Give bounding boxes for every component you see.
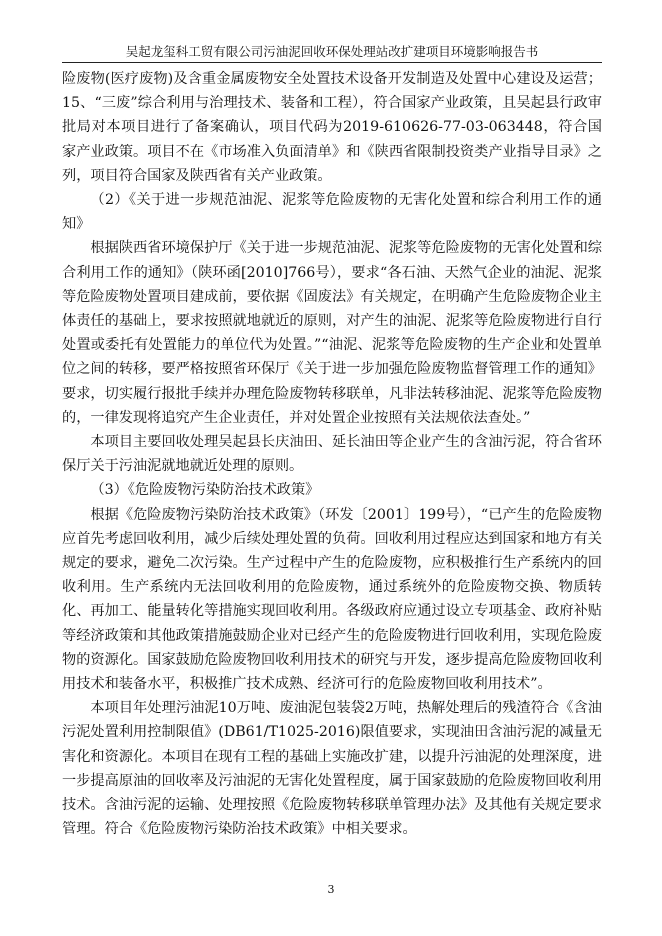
section-heading-hazardous-waste-policy: （3）《危险废物污染防治技术政策》 xyxy=(90,482,320,499)
section-heading-oil-sludge-notice: （2）《关于进一步规范油泥、泥浆等危险废物的无害化处置和综合利用工作的通知》 xyxy=(62,192,602,233)
paragraph-nearby-disposal-compliance: 本项目主要回收处理吴起县长庆油田、延长油田等企业产生的含油污泥，符合省环保厅关于污油泥就地就近处理的原则。 xyxy=(62,434,602,475)
paragraph-oil-sludge-notice-requirements: 根据陕西省环境保护厅《关于进一步规范油泥、泥浆等危险废物的无害化处置和综合利用工作的通知》（陕环函[2010]766号），要求“各石油、天然气企业的油泥、泥浆等危险废物处置项目建成前，要依据《固废法》有关规定，在明确产生危险废物企业主体责任的基础上，要求按照就地就近的原则，对产生的油泥、泥浆等危险废物进行自行处置或委托有处置能力的单位代为处置。”“油泥、泥浆等危险废物的生产企业和处置单位之间的转移，要严格按照省环保厅《关于进一步加强危险废物监督管理工作的通知》要求，切实履行报批手续并办理危险废物转移联单，凡非法转移油泥、泥浆等危险废物的，一律发现将追究产生企业责任，并对处置企业按照有关法规依法查处。” xyxy=(62,240,602,426)
paragraph-project-compliance-summary: 本项目年处理污油泥10万吨、废油泥包装袋2万吨，热解处理后的残渣符合《含油污泥处置利用控制限值》(DB61/T1025-2016)限值要求，实现油田含油污泥的减量无害化和资源化。本项目在现有工程的基础上实施改扩建，以提升污油泥的处理深度，进一步提高原油的回收率及污油泥的无害化处置程度，属于国家鼓励的危险废物回收利用技术。含油污泥的运输、处理按照《危险废物转移联单管理办法》及其他有关规定要求管理。符合《危险废物污染防治技术政策》中相关要求。 xyxy=(62,700,602,838)
page-number: 3 xyxy=(327,883,335,896)
paragraph-industrial-policy-continued: 险废物(医疗废物)及含重金属废物安全处置技术设备开发制造及处置中心建设及运营；15、“三废”综合利用与治理技术、装备和工程），符合国家产业政策，且吴起县行政审批局对本项目进行了备案确认，项目代码为2019-610626-77-03-063448，符合国家产业政策。项目不在《市场准入负面清单》和《陕西省限制投资类产业指导目录》之列，项目符合国家及陕西省有关产业政策。 xyxy=(62,71,602,184)
paragraph-hazardous-waste-policy-quote: 根据《危险废物污染防治技术政策》（环发〔2001〕199号），“已产生的危险废物应首先考虑回收利用，减少后续处理处置的负荷。回收利用过程应达到国家和地方有关规定的要求，避免二次污染。生产过程中产生的危险废物，应积极推行生产系统内的回收利用。生产系统内无法回收利用的危险废物，通过系统外的危险废物交换、物质转化、再加工、能量转化等措施实现回收利用。各级政府应通过设立专项基金、政府补贴等经济政策和其他政策措施鼓励企业对已经产生的危险废物进行回收利用，实现危险废物的资源化。国家鼓励危险废物回收利用技术的研究与开发，逐步提高危险废物回收利用技术和装备水平，积极推广技术成熟、经济可行的危险废物回收利用技术”。 xyxy=(62,506,602,693)
document-body xyxy=(62,67,602,842)
header-divider xyxy=(62,62,602,63)
page-header-title: 吴起龙玺科工贸有限公司污油泥回收环保处理站改扩建项目环境影响报告书 xyxy=(125,44,539,59)
